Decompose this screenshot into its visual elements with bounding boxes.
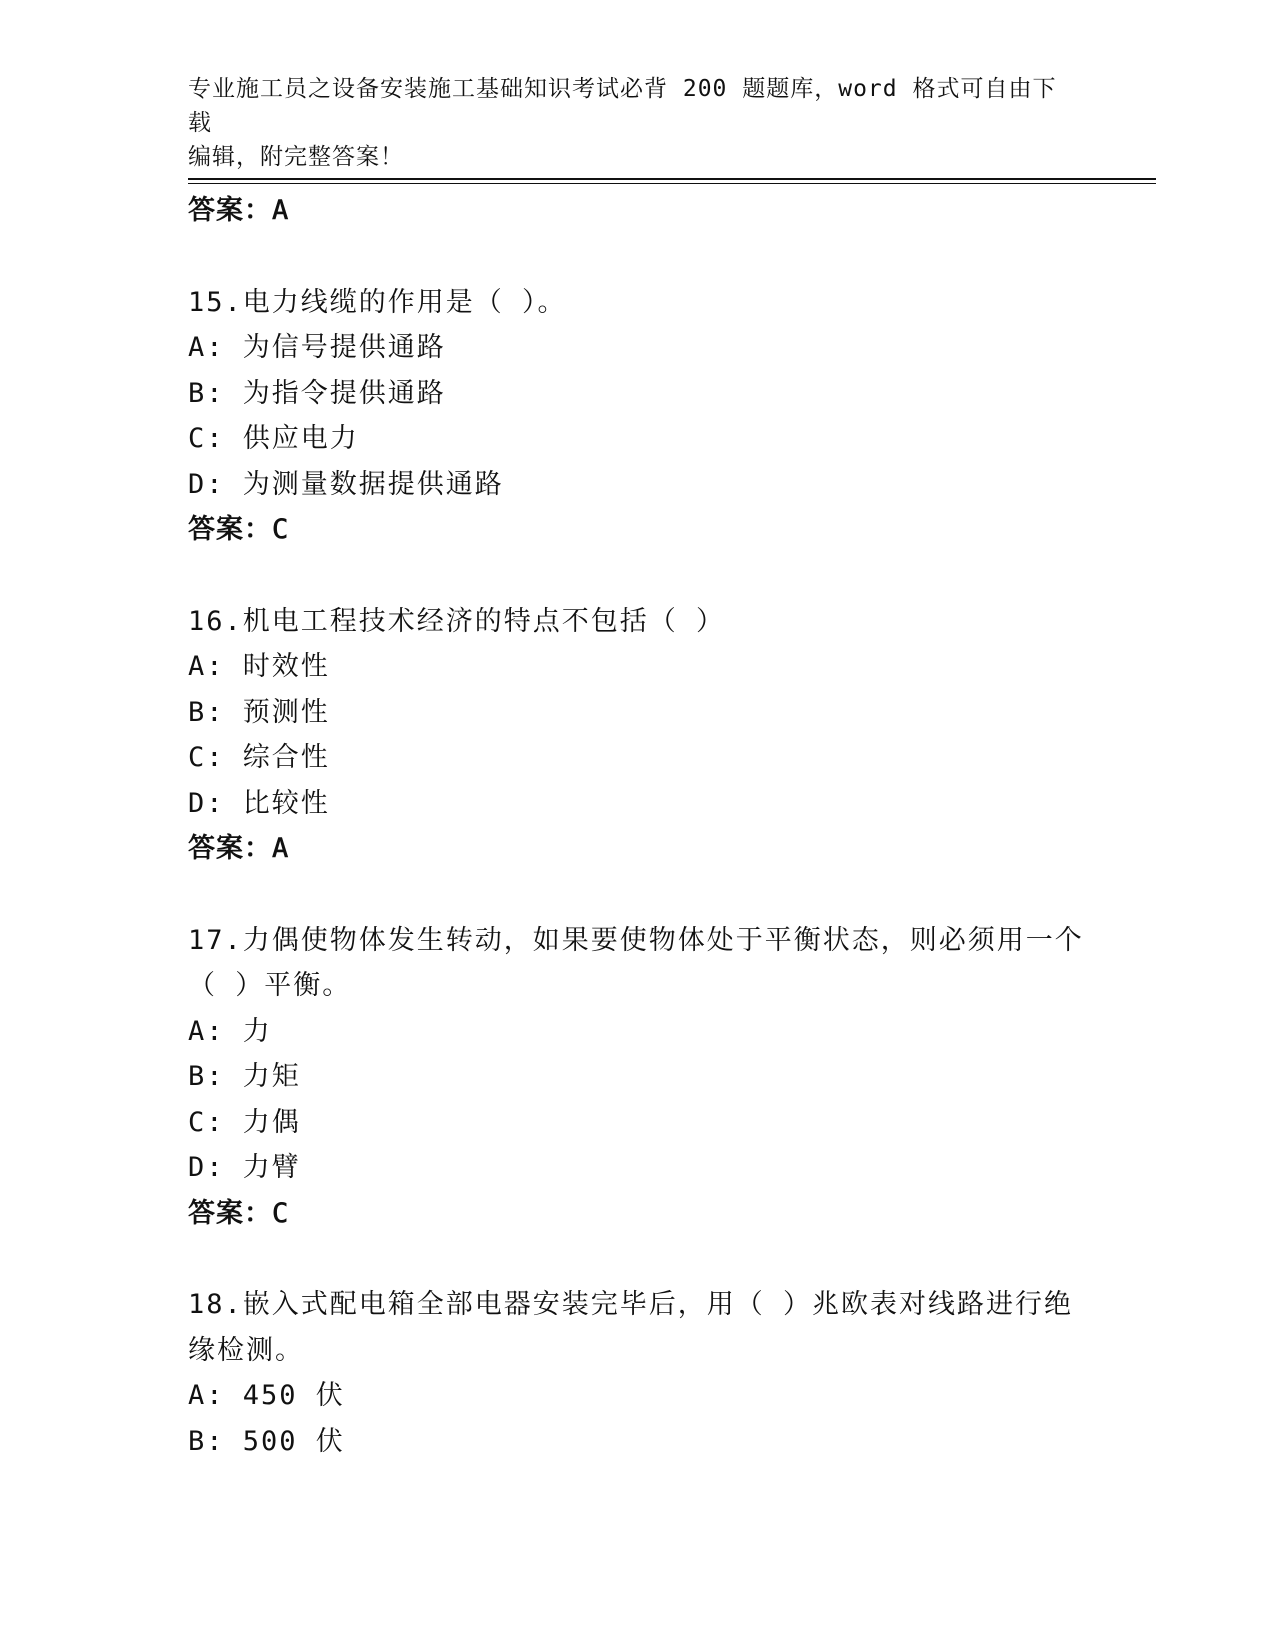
spacer bbox=[188, 234, 1108, 280]
question-16-option-b: B: 预测性 bbox=[188, 696, 330, 728]
question-17-text-line-2: （ ）平衡。 bbox=[188, 970, 352, 1001]
question-15-option-b: B: 为指令提供通路 bbox=[188, 377, 446, 409]
header-title-line-2: 编辑，附完整答案！ bbox=[188, 144, 404, 170]
question-16-answer bbox=[188, 826, 1108, 872]
answer-label: 答案： bbox=[188, 1197, 272, 1229]
question-18-option-a: A: 450 伏 bbox=[188, 1380, 345, 1411]
answer-label: 答案： bbox=[188, 833, 272, 864]
question-15-text: 15.电力线缆的作用是（ ）。 bbox=[188, 286, 567, 318]
question-16-option-a: A: 时效性 bbox=[188, 651, 330, 682]
question-16-option-c: C: 综合性 bbox=[188, 742, 330, 773]
question-18-text-line-1: 18.嵌入式配电箱全部电器安装完毕后，用（ ）兆欧表对线路进行绝 bbox=[188, 1289, 1074, 1320]
document-header bbox=[188, 72, 1068, 174]
spacer bbox=[188, 1236, 1108, 1282]
answer-value: C bbox=[272, 514, 290, 545]
question-list bbox=[188, 188, 1108, 1464]
answer-value: A bbox=[272, 195, 290, 226]
header-title-line-1: 专业施工员之设备安装施工基础知识考试必背 200 题题库，word 格式可自由下载 bbox=[188, 76, 1057, 136]
question-17-text-line-1: 17.力偶使物体发生转动，如果要使物体处于平衡状态，则必须用一个 bbox=[188, 924, 1084, 956]
question-17-option-c: C: 力偶 bbox=[188, 1106, 301, 1138]
answer-value: C bbox=[272, 1197, 290, 1229]
question-15-option-a: A: 为信号提供通路 bbox=[188, 332, 446, 363]
question-17-option-d: D: 力臂 bbox=[188, 1152, 301, 1183]
question-15-option-d: D: 为测量数据提供通路 bbox=[188, 468, 504, 500]
question-17-answer bbox=[188, 1191, 1108, 1237]
answer-label: 答案： bbox=[188, 195, 272, 226]
question-15-answer bbox=[188, 507, 1108, 553]
spacer bbox=[188, 553, 1108, 599]
header-divider bbox=[188, 178, 1156, 180]
question-17-option-a: A: 力 bbox=[188, 1015, 272, 1047]
answer-value: A bbox=[272, 833, 290, 864]
question-17-option-b: B: 力矩 bbox=[188, 1061, 301, 1092]
spacer bbox=[188, 872, 1108, 918]
question-15-option-c: C: 供应电力 bbox=[188, 423, 359, 454]
answer-label: 答案： bbox=[188, 514, 272, 545]
question-18-option-b: B: 500 伏 bbox=[188, 1425, 345, 1457]
answer-line bbox=[188, 188, 1108, 234]
question-16-text: 16.机电工程技术经济的特点不包括（ ） bbox=[188, 605, 726, 637]
question-16-option-d: D: 比较性 bbox=[188, 787, 330, 819]
header-divider-thin bbox=[188, 183, 1156, 184]
question-18-text-line-2: 缘检测。 bbox=[188, 1334, 304, 1366]
